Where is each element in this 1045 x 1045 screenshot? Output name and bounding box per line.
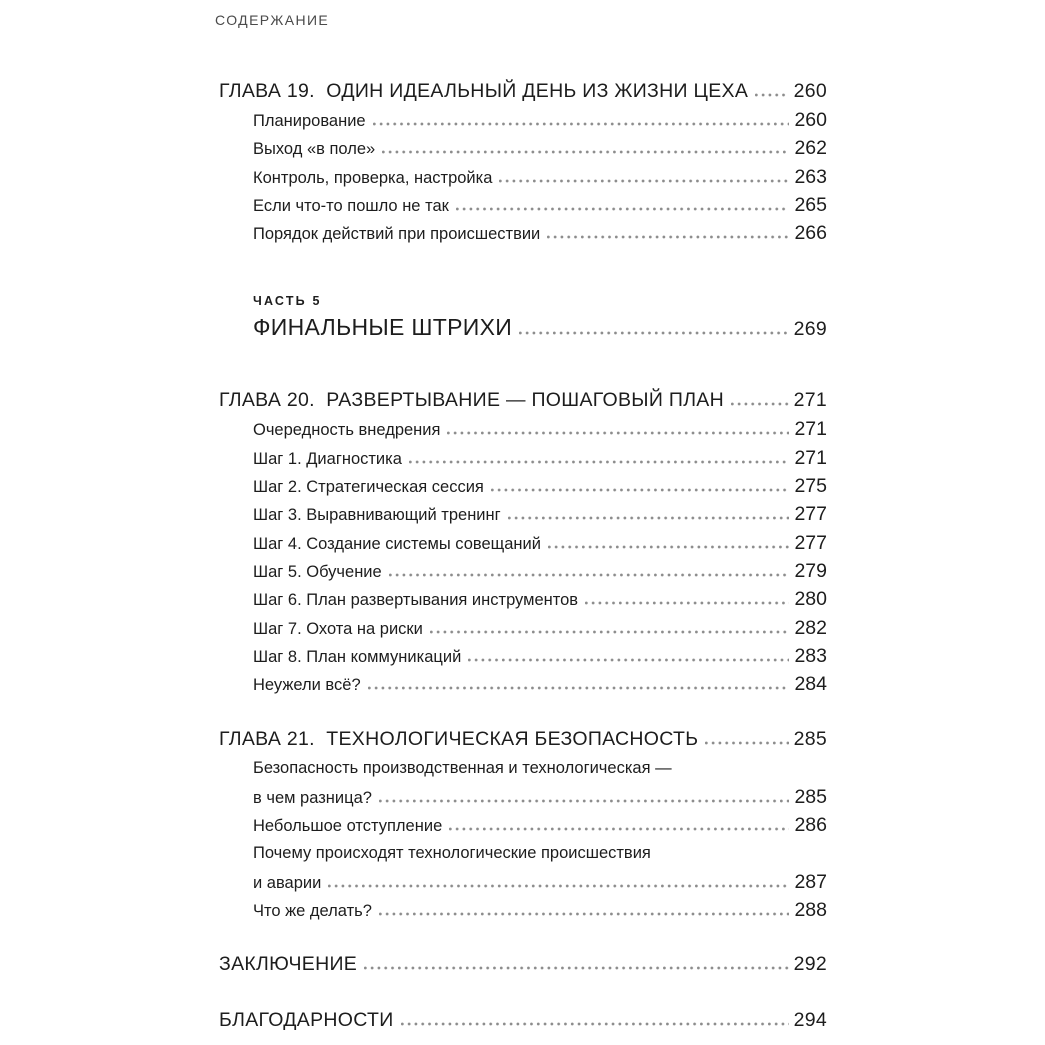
page-number: 285 [793, 728, 827, 751]
entry-label: в чем разница? [253, 788, 372, 807]
part-kicker: ЧАСТЬ 5 [253, 294, 322, 309]
entry-label: ГЛАВА 21. ТЕХНОЛОГИЧЕСКАЯ БЕЗОПАСНОСТЬ [219, 728, 699, 751]
page-number: 266 [794, 222, 827, 245]
dot-leader [755, 93, 788, 97]
toc-entry-row [219, 642, 827, 670]
entry-label: Шаг 3. Выравнивающий тренинг [253, 506, 501, 525]
dot-leader [430, 630, 790, 634]
dot-leader [368, 686, 790, 690]
dot-leader [373, 122, 790, 126]
entry-label: Очередность внедрения [253, 421, 441, 440]
dot-leader [585, 601, 789, 605]
chapter-title-row [219, 385, 827, 415]
section-title-row [219, 1005, 827, 1035]
dot-leader [364, 966, 788, 970]
toc-entry-row [219, 557, 827, 585]
running-head: СОДЕРЖАНИЕ [215, 12, 330, 28]
entry-label: Если что-то пошло не так [253, 196, 449, 215]
page-number: 269 [793, 318, 827, 341]
toc-entry-row [219, 472, 827, 500]
toc-entry-row [219, 191, 827, 219]
entry-label: Что же делать? [253, 901, 372, 920]
dot-leader [449, 827, 789, 831]
dot-leader [447, 431, 789, 435]
entry-label: Шаг 4. Создание системы совещаний [253, 534, 541, 553]
toc-entry-row [219, 754, 827, 782]
toc-entry-row [219, 529, 827, 557]
entry-label: Почему происходят технологические происшествия [253, 844, 651, 863]
page-number: 279 [794, 559, 827, 582]
page-number: 271 [794, 446, 827, 469]
page-number: 271 [793, 389, 827, 412]
entry-label: БЛАГОДАРНОСТИ [219, 1009, 394, 1032]
toc-block-ch21 [219, 724, 827, 924]
page-number: 262 [794, 137, 827, 160]
toc-entry-row [219, 163, 827, 191]
page-number: 280 [794, 588, 827, 611]
section-title-row [219, 949, 827, 979]
page-number: 271 [794, 418, 827, 441]
toc-entry-row [219, 134, 827, 162]
dot-leader [548, 545, 789, 549]
entry-label: Шаг 5. Обучение [253, 562, 382, 581]
entry-label: Шаг 6. План развертывания инструментов [253, 591, 579, 610]
page-number: 263 [794, 165, 827, 188]
entry-label: Неужели всё? [253, 676, 361, 695]
entry-label: Шаг 8. План коммуникаций [253, 647, 462, 666]
page-number: 285 [794, 785, 827, 808]
toc-entry-row [219, 500, 827, 528]
toc-block-conclusion [219, 949, 827, 979]
toc-block-part5 [219, 293, 827, 342]
page-number: 286 [794, 814, 827, 837]
toc-list [219, 76, 827, 1035]
dot-leader [705, 741, 788, 745]
toc-entry-row [219, 868, 827, 896]
toc-entry-row [219, 839, 827, 867]
part-title-row [219, 312, 827, 342]
entry-label: Порядок действий при происшествии [253, 225, 541, 244]
dot-leader [409, 460, 790, 464]
dot-leader [328, 884, 789, 888]
toc-entry-row [219, 783, 827, 811]
dot-leader [508, 516, 790, 520]
toc-entry-row [219, 585, 827, 613]
page-number: 292 [793, 953, 827, 976]
dot-leader [468, 658, 789, 662]
entry-label: Шаг 7. Охота на риски [253, 619, 423, 638]
page-number: 277 [794, 503, 827, 526]
toc-entry-row [219, 896, 827, 924]
dot-leader [731, 402, 789, 406]
entry-label: Шаг 2. Стратегическая сессия [253, 478, 484, 497]
dot-leader [547, 235, 789, 239]
entry-label: Шаг 1. Диагностика [253, 449, 402, 468]
dot-leader [382, 150, 789, 154]
entry-label: ГЛАВА 20. РАЗВЕРТЫВАНИЕ — ПОШАГОВЫЙ ПЛАН [219, 389, 724, 412]
entry-label: ГЛАВА 19. ОДИН ИДЕАЛЬНЫЙ ДЕНЬ ИЗ ЖИЗНИ ЦЕХА [219, 80, 749, 102]
page-number: 260 [793, 80, 827, 102]
entry-label: Небольшое отступление [253, 817, 443, 836]
page-number: 275 [794, 475, 827, 498]
chapter-title-row [219, 76, 827, 106]
dot-leader [401, 1022, 789, 1026]
dot-leader [379, 912, 789, 916]
toc-entry-row [219, 106, 827, 134]
toc-entry-row [219, 670, 827, 698]
toc-entry-row [219, 444, 827, 472]
page-number: 284 [794, 673, 827, 696]
toc-block-ch20 [219, 385, 827, 698]
page-number: 294 [793, 1009, 827, 1032]
toc-entry-row [219, 614, 827, 642]
toc-block-thanks [219, 1005, 827, 1035]
page-number: 260 [794, 109, 827, 131]
entry-label: Контроль, проверка, настройка [253, 168, 493, 187]
entry-label: Планирование [253, 112, 366, 130]
page-number: 287 [794, 870, 827, 893]
toc-block-ch19 [219, 76, 827, 247]
page-number: 288 [794, 898, 827, 921]
entry-label: и аварии [253, 873, 322, 892]
entry-label: ЗАКЛЮЧЕНИЕ [219, 953, 358, 976]
dot-leader [389, 573, 790, 577]
dot-leader [519, 331, 789, 335]
toc-entry-row [219, 811, 827, 839]
page-number: 282 [794, 616, 827, 639]
entry-label: ФИНАЛЬНЫЕ ШТРИХИ [253, 314, 513, 341]
page-number: 283 [794, 644, 827, 667]
entry-label: Безопасность производственная и технологическая — [253, 759, 672, 778]
dot-leader [379, 799, 790, 803]
dot-leader [456, 207, 790, 211]
entry-label: Выход «в поле» [253, 140, 376, 159]
page-number: 265 [794, 193, 827, 216]
chapter-title-row [219, 724, 827, 754]
dot-leader [491, 488, 790, 492]
dot-leader [499, 179, 789, 183]
page-number: 277 [794, 531, 827, 554]
toc-entry-row [219, 219, 827, 247]
toc-entry-row [219, 415, 827, 443]
